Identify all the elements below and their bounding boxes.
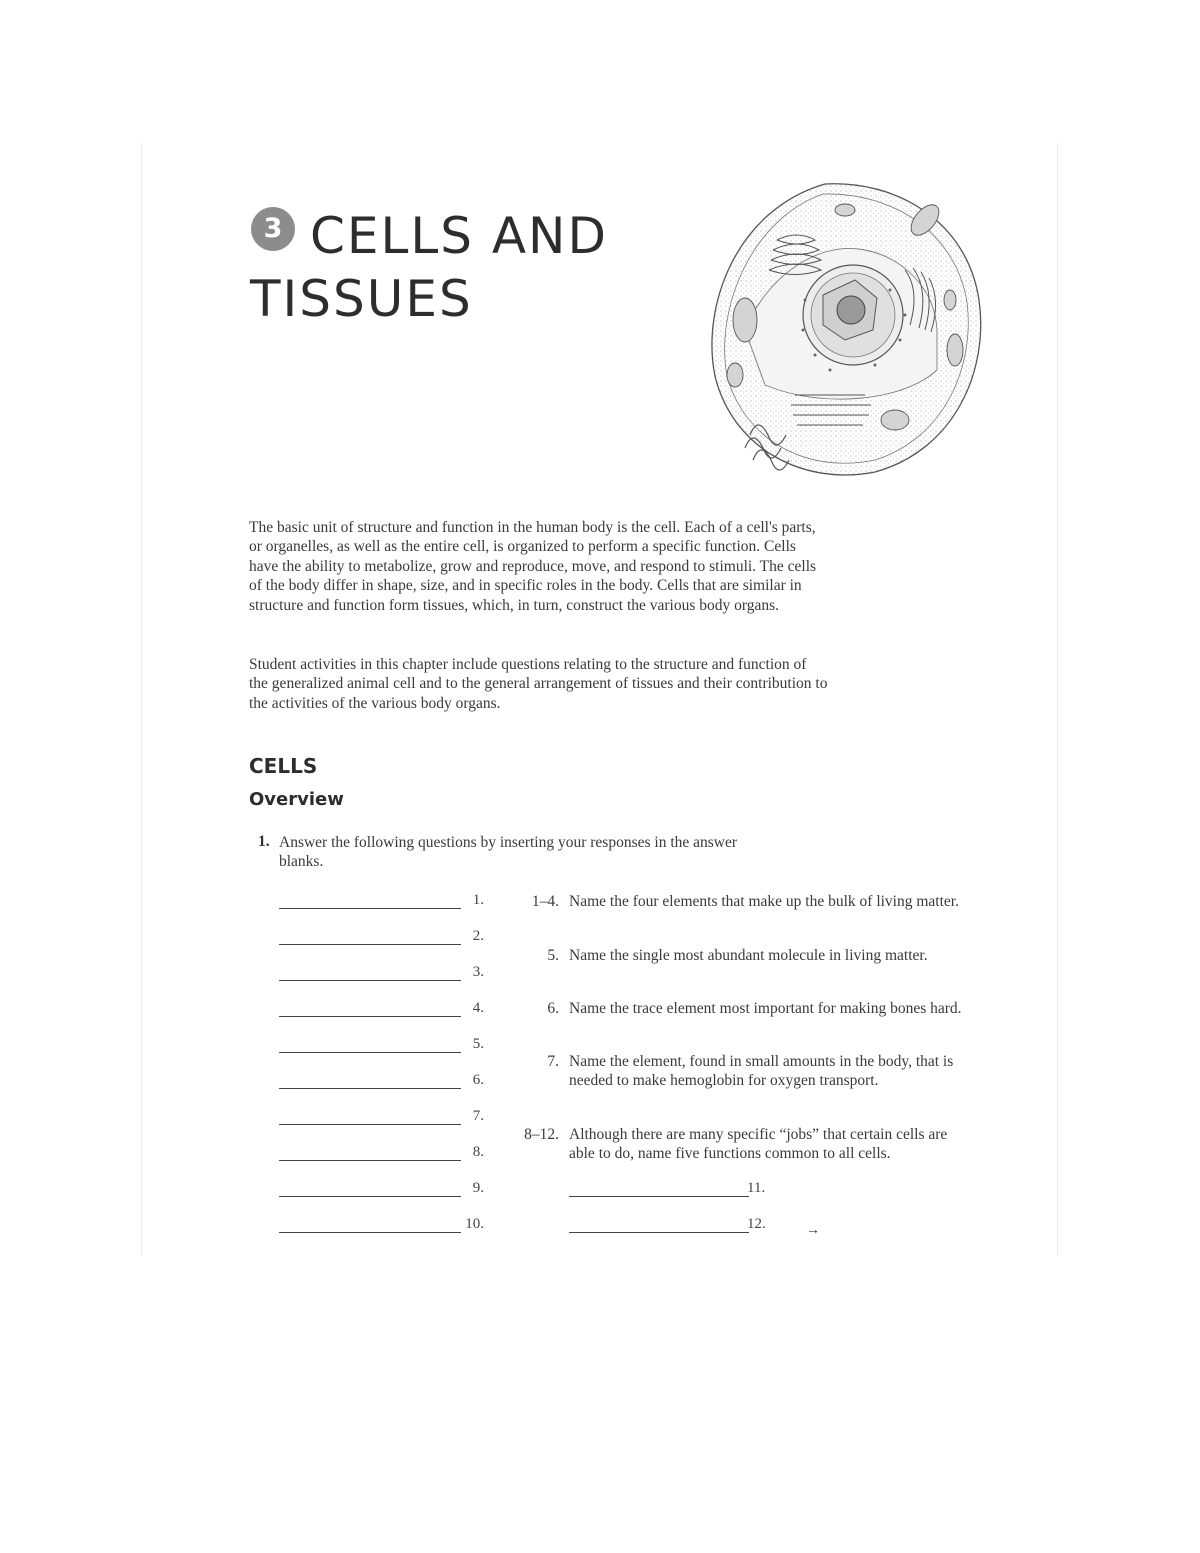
chapter-number-badge: 3 xyxy=(251,207,295,251)
answer-blank[interactable] xyxy=(569,1216,784,1236)
answer-number: 1. xyxy=(472,892,484,908)
question-number: 1. xyxy=(258,833,270,850)
item-number: 7. xyxy=(547,1053,559,1070)
answer-line xyxy=(279,1196,461,1197)
answer-number: 6. xyxy=(472,1072,484,1088)
intro-paragraph-2: Student activities in this chapter include questions relating to the structure and function of the generalized animal cell and to the general arrangement of tissues and their contribution to the activities of the various body organs. xyxy=(249,656,828,712)
answer-number: 2. xyxy=(472,928,484,944)
item-text: Name the single most abundant molecule in living matter. xyxy=(569,947,928,964)
answer-line xyxy=(279,944,461,945)
continue-arrow-icon: → xyxy=(806,1223,820,1238)
answer-number: 10. xyxy=(465,1216,484,1232)
intro-paragraph-1: The basic unit of structure and function in the human body is the cell. Each of a cell's parts, or organelles, as well as the entire cell, is organized to perform a specific function. Cells have the ability to metabolize, grow and reproduce, move, and respond to stimuli. The cells of the body differ in shape, size, and in specific roles in the body. Cells that are similar in structure and function form tissues, which, in turn, construct the various body organs. xyxy=(249,519,817,614)
answer-number: 8. xyxy=(472,1144,484,1160)
item-text: Name the four elements that make up the bulk of living matter. xyxy=(569,893,959,910)
answer-blank[interactable] xyxy=(279,1036,494,1056)
answer-line xyxy=(569,1196,749,1197)
item-text: Name the trace element most important for making bones hard. xyxy=(569,1000,962,1017)
answer-blank[interactable] xyxy=(279,1216,494,1236)
section-heading: CELLS xyxy=(249,754,318,778)
answer-blank[interactable] xyxy=(279,1000,494,1020)
answer-number: 12. xyxy=(747,1216,766,1232)
item-number: 5. xyxy=(547,947,559,964)
answer-line xyxy=(279,1016,461,1017)
answer-number: 3. xyxy=(472,964,484,980)
answer-blank[interactable] xyxy=(279,1144,494,1164)
answer-blank[interactable] xyxy=(569,1180,784,1200)
item-number: 8–12. xyxy=(524,1126,559,1143)
item-text: Although there are many specific “jobs” that certain cells are able to do, name five functions common to all cells. xyxy=(569,1126,948,1163)
answer-blank[interactable] xyxy=(279,928,494,948)
answer-line xyxy=(279,1124,461,1125)
answer-blank[interactable] xyxy=(279,1180,494,1200)
answer-line xyxy=(279,908,461,909)
answer-number: 4. xyxy=(472,1000,484,1016)
answer-line xyxy=(569,1232,749,1233)
answer-line xyxy=(279,1232,461,1233)
page-edge-left xyxy=(141,143,142,1256)
answer-number: 11. xyxy=(747,1180,766,1196)
answer-number: 9. xyxy=(472,1180,484,1196)
section-subheading: Overview xyxy=(249,789,344,810)
chapter-title: CELLS AND TISSUES xyxy=(250,207,608,328)
answer-blank[interactable] xyxy=(279,892,494,912)
answer-line xyxy=(279,1160,461,1161)
answer-number: 7. xyxy=(472,1108,484,1124)
answer-line xyxy=(279,1088,461,1089)
animal-cell-illustration xyxy=(705,180,985,480)
question-prompt: Answer the following questions by inserting your responses in the answer blanks. xyxy=(279,834,738,871)
page-edge-right xyxy=(1057,143,1058,1256)
answer-blank[interactable] xyxy=(279,1108,494,1128)
answer-blank[interactable] xyxy=(279,964,494,984)
item-number: 6. xyxy=(547,1000,559,1017)
answer-number: 5. xyxy=(472,1036,484,1052)
answer-line xyxy=(279,980,461,981)
answer-blank[interactable] xyxy=(279,1072,494,1092)
item-number: 1–4. xyxy=(531,893,559,910)
item-text: Name the element, found in small amounts in the body, that is needed to make hemoglobin for oxygen transport. xyxy=(569,1053,954,1090)
answer-line xyxy=(279,1052,461,1053)
